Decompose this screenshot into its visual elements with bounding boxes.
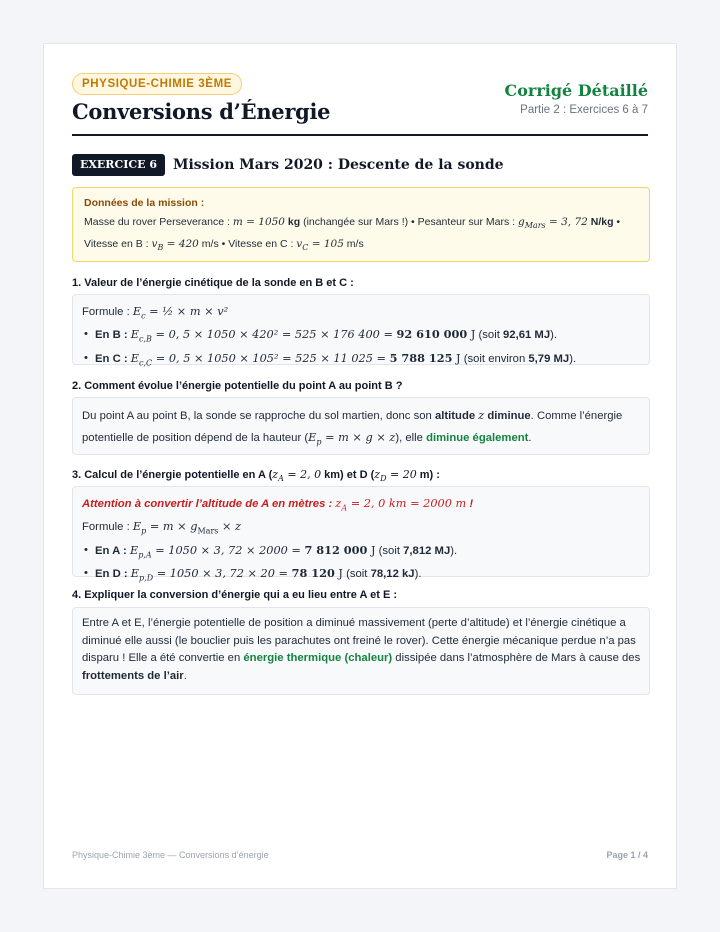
corrige-label: Corrigé Détaillé xyxy=(504,81,648,100)
q4-answer-line-2: diminué elle aussi (le bouclier puis les parachutes ont freiné le rover). Cette énergie mécanique perdue n’a pas xyxy=(82,634,636,647)
answer-1-box xyxy=(72,294,650,365)
q3-point-d: • En D : $E_{p,D} = 1050 \times 3$, 72 × 20 = 78 120 J (soit 78,12 kJ). xyxy=(82,564,640,587)
answer-2-box xyxy=(72,397,650,455)
answer-3-box xyxy=(72,486,650,582)
q4-answer-line-1: Entre A et E, l’énergie potentielle de position a diminué massivement (perte d’altitude) et l’énergie cinétique a xyxy=(82,617,626,629)
q1-formula: Formule : $E_c$ = ½ × m × v² xyxy=(82,305,229,321)
mission-data-label: Données de la mission : xyxy=(84,197,205,209)
page-number: Page 1 / 4 xyxy=(606,850,648,860)
q3-point-a: • En A : $E_{p,A} = 1050 \times 3$, 72 × 2000 = 7 812 000 J (soit 7,812 MJ). xyxy=(82,541,640,564)
q1-point-b: • En B : $E_{c,B} = 0$, 5 × 1050 × 420² = 525 × 176 400 = 92 610 000 J (soit 92,61 MJ). xyxy=(82,325,640,348)
exercise-label: EXERCICE 6 xyxy=(72,154,165,176)
page-title: Conversions d’Énergie xyxy=(72,99,331,124)
question-4: 4. Expliquer la conversion d’énergie qui a eu lieu entre A et E : xyxy=(72,589,397,601)
page-header xyxy=(72,72,648,136)
q3-formula: Formule : $E_p = m \times g_{Mars} \times z$ xyxy=(82,520,241,536)
q4-answer-line-3: disparu ! Elle a été convertie en énergie thermique (chaleur) dissipée dans l’atmosphère de Mars à cause des xyxy=(82,652,641,664)
answer-4-box xyxy=(72,607,650,695)
q2-answer-line-1: Du point A au point B, la sonde se rapproche du sol martien, donc son altitude z diminue. Comme l’énergie xyxy=(82,409,623,422)
q4-answer-line-4: frottements de l’air. xyxy=(82,669,187,682)
question-1: 1. Valeur de l’énergie cinétique de la sonde en B et C : xyxy=(72,277,354,289)
exercise-title: Mission Mars 2020 : Descente de la sonde xyxy=(172,157,504,173)
exercise-heading xyxy=(72,154,504,176)
q1-point-c: • En C : $E_{c,C} = 0$, 5 × 1050 × 105² = 525 × 11 025 = 5 788 125 J (soit environ 5,79 MJ). xyxy=(82,349,640,372)
q2-answer-line-2: potentielle de position dépend de la hauteur $(E_p = m \times g \times z)$, elle diminue également. xyxy=(82,431,532,447)
footer-left: Physique-Chimie 3ème — Conversions d’énergie xyxy=(72,850,269,860)
mission-data-box xyxy=(72,187,650,262)
question-2: 2. Comment évolue l’énergie potentielle du point A au point B ? xyxy=(72,380,403,392)
q3-warning: Attention à convertir l’altitude de A en mètres : $z_A = 2$, 0 km = 2000 m ! xyxy=(82,497,474,513)
document-page xyxy=(43,43,677,889)
subject-badge: PHYSIQUE-CHIMIE 3ÈME xyxy=(72,73,242,95)
partie-label: Partie 2 : Exercices 6 à 7 xyxy=(520,104,648,116)
mission-data-line-1: Masse du rover Perseverance : m = 1050 kg (inchangée sur Mars !) • Pesanteur sur Mars : $g_{Mars} = 3$, 72 N/kg • xyxy=(84,216,621,231)
mission-data-line-2: Vitesse en B : $v_B = 420$ m/s • Vitesse en C : $v_C = 105$ m/s xyxy=(84,238,364,253)
question-3: 3. Calcul de l’énergie potentielle en A ($z_A = 2$, 0 km) et D ($z_D = 20$ m) : xyxy=(72,468,440,484)
